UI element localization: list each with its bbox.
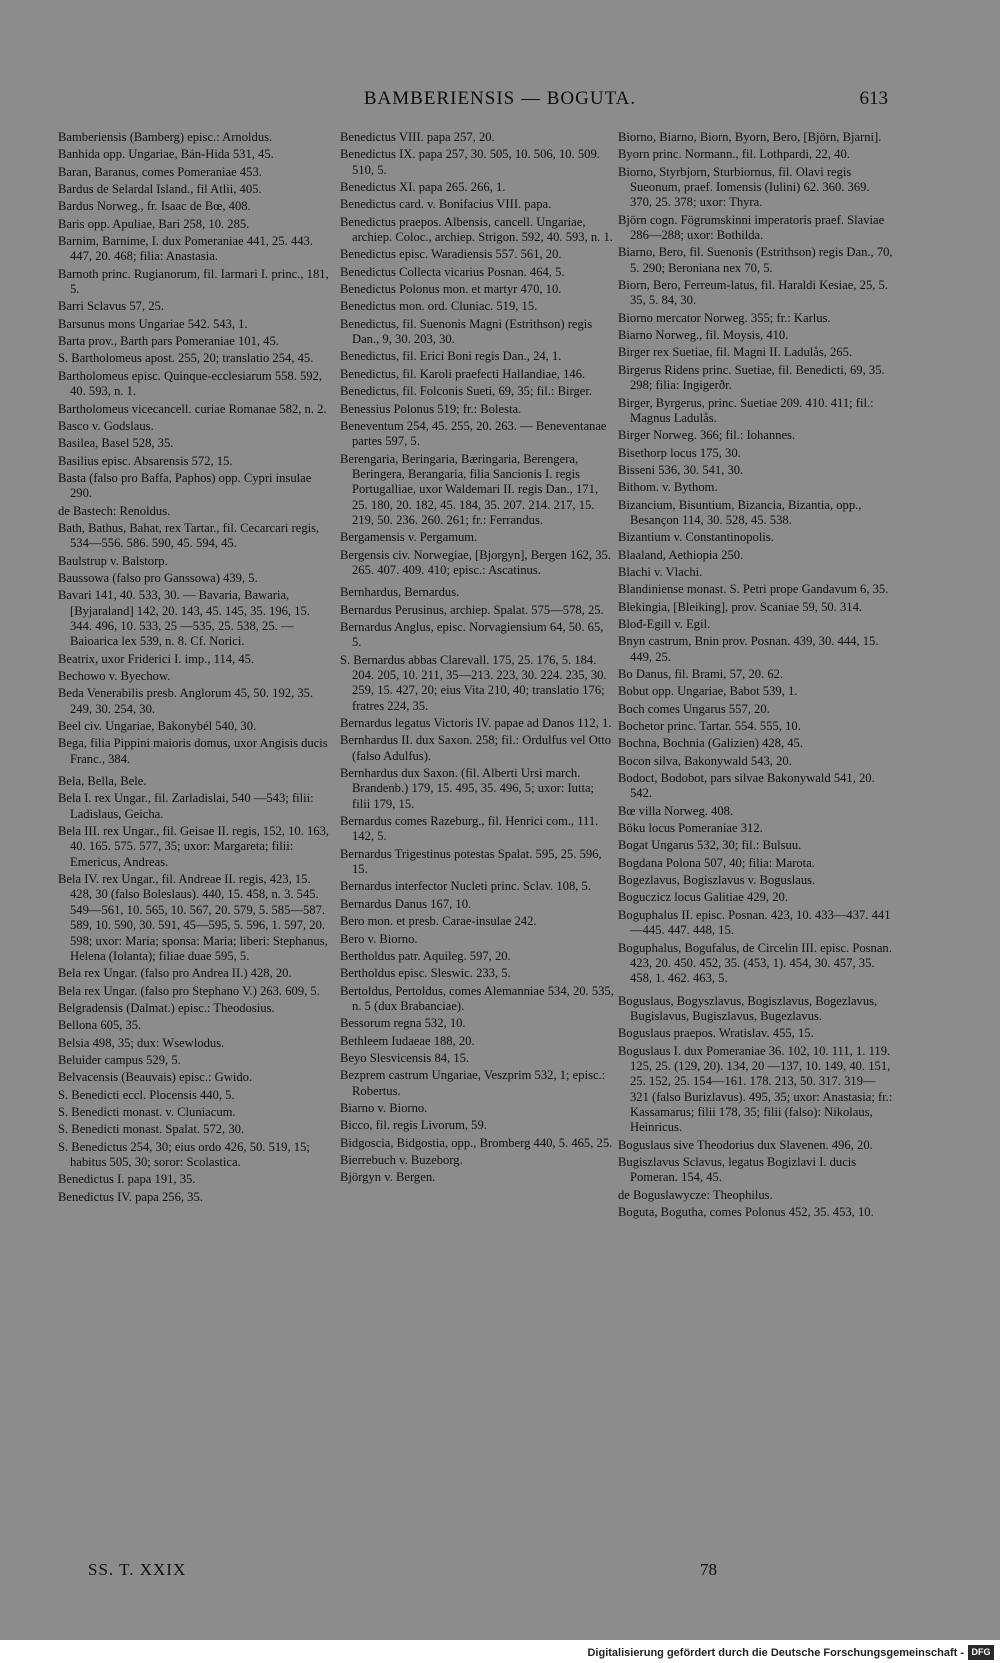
index-entry: S. Bernardus abbas Clarevall. 175, 25. 176, 5. 184. 204. 205, 10. 211, 35—213. 223, 30. 224. 235, 30. 259, 15. 427, 20; eius Vita 210, 40; translatio 176; fratres 224, 35.: [340, 652, 607, 713]
index-entry: Bernardus Perusinus, archiep. Spalat. 575—578, 25.: [340, 602, 604, 617]
index-entry: Barnim, Barnime, I. dux Pomeraniae 441, 25. 443. 447, 20. 468; filia: Anastasia.: [58, 234, 313, 264]
index-entry: Bo Danus, fil. Brami, 57, 20. 62.: [618, 667, 784, 681]
index-entry: Bertholdus episc. Sleswic. 233, 5.: [340, 966, 511, 981]
index-entry: Bogat Ungarus 532, 30; fil.: Bulsuu.: [618, 838, 802, 853]
index-entry: Birger rex Suetiae, fil. Magni II. Ladulås, 265.: [618, 345, 853, 360]
index-entry: Bamberiensis (Bamberg) episc.: Arnoldus.: [58, 130, 273, 144]
index-entry: Benedictus, fil. Karoli praefecti Hallandiae, 146.: [340, 366, 586, 381]
index-entry: Bela IV. rex Ungar., fil. Andreae II. regis, 423, 15. 428, 30 (falso Boleslaus). 440, 15. 458, n. 3. 545. 549—561, 10. 565, 10. 567, 20. 579, 5. 585—587. 589, 10. 590, 30. 591, 45—595, 5. 596, 1. 597, 20. 598; uxor: Maria; sponsa: Maria; liberi: Stephanus, Helena (Iolanta); filiae duae 595, 5.: [58, 872, 328, 963]
index-entry: Benedictus mon. ord. Cluniac. 519, 15.: [340, 299, 538, 314]
index-entry: Biarno, Bero, fil. Suenonis (Estrithson) regis Dan., 70, 5. 290; Beroniana nex 70, 5.: [618, 245, 893, 275]
index-entry: Belsia 498, 35; dux: Wsewlodus.: [58, 1035, 225, 1050]
index-entry: Bardus Norweg., fr. Isaac de Bœ, 408.: [58, 199, 251, 214]
index-entry: Bero v. Biorno.: [340, 931, 418, 946]
index-entry: Byorn princ. Normann., fil. Lothpardi, 22, 40.: [618, 147, 850, 162]
index-entry: Biorno mercator Norweg. 355; fr.: Karlus.: [618, 310, 831, 325]
index-entry: Bithom. v. Bythom.: [618, 480, 718, 495]
index-entry: Benedictus Collecta vicarius Posnan. 464, 5.: [340, 264, 565, 279]
index-entry: S. Bartholomeus apost. 255, 20; translatio 254, 45.: [58, 351, 314, 366]
index-entry: Bernardus Anglus, episc. Norvagiensium 64, 50. 65, 5.: [340, 619, 604, 650]
index-entry: Bernhardus II. dux Saxon. 258; fil.: Ordulfus vel Otto (falso Adulfus).: [340, 733, 612, 763]
index-entry: Bellona 605, 35.: [58, 1018, 142, 1033]
index-entry: Boguslaus I. dux Pomeraniae 36. 102, 10. 111, 1. 119. 125, 25. (129, 20). 134, 20 —137, 10. 149, 40. 151, 25. 152, 25. 154—161. 178. 213, 50. 317. 319—321 (falso Burizlavus). 495, 35; uxor: Anastasia; fr.: Kassamarus; filii 178, 35; filii (falso): Nikolaus, Heinricus.: [618, 1043, 893, 1135]
index-entry: Boguphalus, Bogufalus, de Circelin III. episc. Posnan. 423, 20. 450. 452, 35. (453, 1). 454, 30. 457, 35. 458, 1. 462. 463, 5.: [618, 940, 892, 986]
index-entry: Beel civ. Ungariae, Bakonybél 540, 30.: [58, 719, 257, 734]
index-entry: Bierrebuch v. Buzeborg.: [340, 1152, 463, 1167]
index-entry: Bobut opp. Ungariae, Babot 539, 1.: [618, 684, 798, 699]
index-entry: Biorno, Styrbjorn, Sturbiornus, fil. Olavi regis Sueonum, praef. Iomensis (Iulini) 62. 360. 369. 370, 25. 378; uxor: Thyra.: [618, 164, 870, 210]
index-entry: S. Benedictus 254, 30; eius ordo 426, 50. 519, 15; habitus 505, 30; soror: Scolastica.: [58, 1139, 310, 1169]
index-entry: Barsunus mons Ungariae 542. 543, 1.: [58, 316, 248, 331]
index-entry: Bezprem castrum Ungariae, Veszprim 532, 1; episc.: Robertus.: [340, 1068, 606, 1098]
index-entry: Bath, Bathus, Bahat, rex Tartar., fil. Cecarcari regis, 534—556. 586. 590, 45. 594, 45.: [58, 520, 320, 551]
index-entry: Bardus de Selardal Island., fil Atlii, 405.: [58, 182, 262, 197]
index-entry: S. Benedicti monast. v. Cluniacum.: [58, 1104, 236, 1119]
page-number: 613: [859, 88, 888, 109]
index-entry: Bela I. rex Ungar., fil. Zarladislai, 540 —543; filii: Ladislaus, Geicha.: [58, 791, 314, 821]
index-entry: de Boguslawycze: Theophilus.: [618, 1187, 773, 1202]
index-entry: Björgyn v. Bergen.: [340, 1170, 436, 1185]
index-entry: Benedictus XI. papa 265. 266, 1.: [340, 180, 506, 195]
index-entry: de Bastech: Renoldus.: [58, 503, 171, 518]
index-entry: Birgerus Ridens princ. Suetiae, fil. Benedicti, 69, 35. 298; filia: Ingigerðr.: [618, 362, 885, 393]
index-entry: Bertholdus patr. Aquileg. 597, 20.: [340, 948, 511, 963]
index-column-1: [58, 130, 333, 1207]
index-entry: Basilius episc. Absarensis 572, 15.: [58, 453, 233, 468]
index-entry: Bergamensis v. Pergamum.: [340, 530, 478, 545]
index-entry: Bernardus Danus 167, 10.: [340, 896, 472, 911]
signature-mark: SS. T. XXIX: [88, 1560, 187, 1579]
index-entry: Bechowo v. Byechow.: [58, 669, 171, 683]
index-entry: Bela rex Ungar. (falso pro Andrea II.) 428, 20.: [58, 966, 292, 981]
index-entry: Birger, Byrgerus, princ. Suetiae 209. 410. 411; fil.: Magnus Ladulås.: [618, 395, 874, 425]
index-entry: Bernardus Trigestinus potestas Spalat. 595, 25. 596, 15.: [340, 846, 602, 877]
index-entry: Belvacensis (Beauvais) episc.: Gwido.: [58, 1070, 253, 1085]
index-entry: Bernhardus, Bernardus.: [340, 585, 460, 600]
index-entry: Benedictus praepos. Albensis, cancell. Ungariae, archiep. Coloc., archiep. Strigon. 592, 40. 593, n. 1.: [340, 214, 613, 245]
index-entry: Bogdana Polona 507, 40; filia: Marota.: [618, 855, 815, 870]
index-entry: Bicco, fil. regis Livorum, 59.: [340, 1118, 487, 1133]
index-entry: Basta (falso pro Baffa, Paphos) opp. Cypri insulae 290.: [58, 470, 312, 501]
index-entry: Baran, Baranus, comes Pomeraniae 453.: [58, 164, 262, 179]
index-entry: Baris opp. Apuliae, Bari 258, 10. 285.: [58, 216, 250, 231]
index-entry: Banhida opp. Ungariae, Bán-Hida 531, 45.: [58, 147, 274, 162]
index-entry: Benedictus I. papa 191, 35.: [58, 1172, 196, 1187]
index-entry: Bizantium v. Constantinopolis.: [618, 530, 774, 545]
index-entry: Bethleem Iudaeae 188, 20.: [340, 1033, 475, 1048]
index-entry: Bessorum regna 532, 10.: [340, 1016, 466, 1031]
index-entry: Beyo Slesvicensis 84, 15.: [340, 1050, 470, 1065]
index-entry: Bernardus comes Razeburg., fil. Henrici com., 111. 142, 5.: [340, 814, 599, 844]
index-entry: Boguczicz locus Galitiae 429, 20.: [618, 890, 788, 905]
index-entry: Bisseni 536, 30. 541, 30.: [618, 462, 744, 477]
index-entry: Bela, Bella, Bele.: [58, 774, 147, 789]
index-entry: Benedictus card. v. Bonifacius VIII. papa.: [340, 197, 552, 212]
digitization-notice: Digitalisierung gefördert durch die Deutsche Forschungsgemeinschaft -: [587, 1647, 964, 1659]
index-entry: Bartholomeus vicecancell. curiae Romanae 582, n. 2.: [58, 401, 327, 416]
index-entry: Benedictus Polonus mon. et martyr 470, 10.: [340, 282, 562, 297]
index-entry: Barri Sclavus 57, 25.: [58, 299, 164, 314]
index-entry: Beluider campus 529, 5.: [58, 1052, 181, 1067]
index-entry: Bochna, Bochnia (Galizien) 428, 45.: [618, 736, 804, 751]
index-entry: Baulstrup v. Balstorp.: [58, 553, 168, 568]
index-entry: S. Benedicti eccl. Plocensis 440, 5.: [58, 1087, 235, 1102]
index-entry: Basilea, Basel 528, 35.: [58, 436, 174, 451]
index-entry: Blandiniense monast. S. Petri prope Gandavum 6, 35.: [618, 582, 889, 597]
index-entry: Benedictus IX. papa 257, 30. 505, 10. 506, 10. 509. 510, 5.: [340, 147, 600, 177]
index-column-2: [340, 130, 615, 1188]
index-entry: Boguslaus sive Theodorius dux Slavenen. 496, 20.: [618, 1137, 873, 1152]
running-head-title: BAMBERIENSIS — BOGUTA.: [363, 88, 637, 109]
index-entry: Bela rex Ungar. (falso pro Stephano V.) 263. 609, 5.: [58, 983, 320, 998]
index-entry: Bernardus interfector Nucleti princ. Sclav. 108, 5.: [340, 879, 591, 894]
index-entry: Benedictus, fil. Suenonis Magni (Estrithson) regis Dan., 9, 30. 203, 30.: [340, 316, 593, 347]
index-entry: Bugiszlavus Sclavus, legatus Bogizlavi I. ducis Pomeran. 154, 45.: [618, 1154, 857, 1185]
index-entry: Bero mon. et presb. Carae-insulae 242.: [340, 914, 537, 929]
index-entry: S. Benedicti monast. Spalat. 572, 30.: [58, 1122, 245, 1137]
index-entry: Benedictus IV. papa 256, 35.: [58, 1189, 203, 1204]
index-entry: Berengaria, Beringaria, Bæringaria, Berengera, Beringera, Berangaria, filia Sancionis I. regis Portugalliae, uxor Waldemari II. regis Dan., 171, 25. 180, 20. 182, 45. 184, 35. 207. 214. 217, 15. 219, 50. 236. 260. 261; fr.: Ferrandus.: [340, 451, 599, 527]
index-entry: Bnyn castrum, Bnin prov. Posnan. 439, 30. 444, 15. 449, 25.: [618, 634, 879, 664]
index-entry: Blaaland, Aethiopia 250.: [618, 547, 744, 562]
index-entry: Bega, filia Pippini maioris domus, uxor Angisis ducis Franc., 384.: [58, 736, 328, 766]
index-entry: Boguslaus, Bogyszlavus, Bogiszlavus, Bogezlavus, Bugislavus, Bugiszlavus, Bugezlavus.: [618, 993, 878, 1023]
index-entry: Benedictus, fil. Folconis Sueti, 69, 35; fil.: Birger.: [340, 384, 592, 399]
index-entry: Benedictus episc. Waradiensis 557. 561, 20.: [340, 247, 562, 262]
index-entry: Bela III. rex Ungar., fil. Geisae II. regis, 152, 10. 163, 40. 165. 575. 577, 35; uxor: Margareta; filii: Emericus, Andreas.: [58, 824, 330, 869]
index-entry: Bodoct, Bodobot, pars silvae Bakonywald 541, 20. 542.: [618, 771, 875, 801]
index-entry: Biorn, Bero, Ferreum-latus, fil. Haraldi Kesiae, 25, 5. 35, 5. 84, 30.: [618, 278, 888, 308]
dfg-logo: DFG: [968, 1645, 994, 1660]
index-entry: Bartholomeus episc. Quinque-ecclesiarum 558. 592, 40. 593, n. 1.: [58, 368, 323, 399]
index-entry: Barta prov., Barth pars Pomeraniae 101, 45.: [58, 334, 279, 349]
index-entry: Barnoth princ. Rugianorum, fil. Iarmari I. princ., 181, 5.: [58, 266, 329, 297]
index-entry: Bisethorp locus 175, 30.: [618, 445, 741, 460]
index-entry: Beda Venerabilis presb. Anglorum 45, 50. 192, 35. 249, 30. 254, 30.: [58, 686, 314, 716]
index-entry: Boguslaus praepos. Wratislav. 455, 15.: [618, 1026, 814, 1041]
index-entry: Bertoldus, Pertoldus, comes Alemanniae 534, 20. 535, n. 5 (dux Brabanciae).: [340, 983, 614, 1013]
index-entry: Benedictus, fil. Erici Boni regis Dan., 24, 1.: [340, 349, 562, 364]
index-entry: Bochetor princ. Tartar. 554. 555, 10.: [618, 719, 801, 734]
index-entry: Bernhardus dux Saxon. (fil. Alberti Ursi march. Brandenb.) 179, 15. 495, 35. 496, 5; uxor: Iutta; filii 179, 15.: [340, 766, 595, 811]
index-entry: Bizancium, Bisuntium, Bizancia, Bizantia, opp., Besançon 114, 30. 528, 45. 538.: [618, 497, 862, 527]
sheet-number: 78: [700, 1560, 717, 1579]
index-entry: Böku locus Pomeraniae 312.: [618, 821, 763, 836]
index-entry: Beatrix, uxor Friderici I. imp., 114, 45.: [58, 651, 255, 666]
index-entry: Birger Norweg. 366; fil.: Iohannes.: [618, 428, 796, 443]
index-entry: Boguphalus II. episc. Posnan. 423, 10. 433—437. 441—445. 447. 448, 15.: [618, 907, 891, 938]
index-entry: Biarno v. Biorno.: [340, 1100, 428, 1115]
index-entry: Boguta, Bogutha, comes Polonus 452, 35. 453, 10.: [618, 1205, 874, 1219]
index-entry: Bocon silva, Bakonywald 543, 20.: [618, 753, 792, 768]
index-entry: Bergensis civ. Norwegiae, [Bjorgyn], Bergen 162, 35. 265. 407. 409. 410; episc.: Ascatinus.: [340, 547, 611, 577]
index-entry: Bavari 141, 40. 533, 30. — Bavaria, Bawaria, [Byjaraland] 142, 20. 143, 45. 145, 35. 196, 15. 344. 496, 10. 533, 25 —535, 25. 538, 25. — Baioarica lex 539, n. 8. Cf. Norici.: [58, 588, 310, 649]
index-entry: Beneventum 254, 45. 255, 20. 263. — Beneventanae partes 597, 5.: [340, 418, 607, 449]
index-entry: Blachi v. Vlachi.: [618, 564, 703, 579]
index-column-3: [618, 130, 893, 1222]
index-entry: Benedictus VIII. papa 257, 20.: [340, 130, 495, 144]
index-entry: Bœ villa Norweg. 408.: [618, 803, 734, 818]
index-entry: Blekingia, [Bleiking], prov. Scaniae 59, 50. 314.: [618, 599, 863, 614]
index-entry: Boch comes Ungarus 557, 20.: [618, 701, 770, 716]
index-entry: Biarno Norweg., fil. Moysis, 410.: [618, 328, 789, 343]
index-entry: Björn cogn. Fögrumskinni imperatoris praef. Slaviae 286—288; uxor: Bothilda.: [618, 212, 885, 243]
index-entry: Bernardus legatus Victoris IV. papae ad Danos 112, 1.: [340, 716, 612, 731]
index-entry: Benessius Polonus 519; fr.: Bolesta.: [340, 401, 522, 416]
digitization-notice-bar: [0, 1640, 1000, 1663]
index-entry: Belgradensis (Dalmat.) episc.: Theodosius.: [58, 1000, 275, 1015]
index-entry: Bogezlavus, Bogiszlavus v. Boguslaus.: [618, 873, 816, 888]
index-entry: Bidgoscia, Bidgostia, opp., Bromberg 440, 5. 465, 25.: [340, 1135, 613, 1150]
index-entry: Biorno, Biarno, Biorn, Byorn, Bero, [Björn, Bjarni].: [618, 130, 882, 144]
index-entry: Blođ-Egill v. Egil.: [618, 616, 711, 631]
index-entry: Basco v. Godslaus.: [58, 418, 154, 433]
index-entry: Baussowa (falso pro Ganssowa) 439, 5.: [58, 570, 258, 585]
